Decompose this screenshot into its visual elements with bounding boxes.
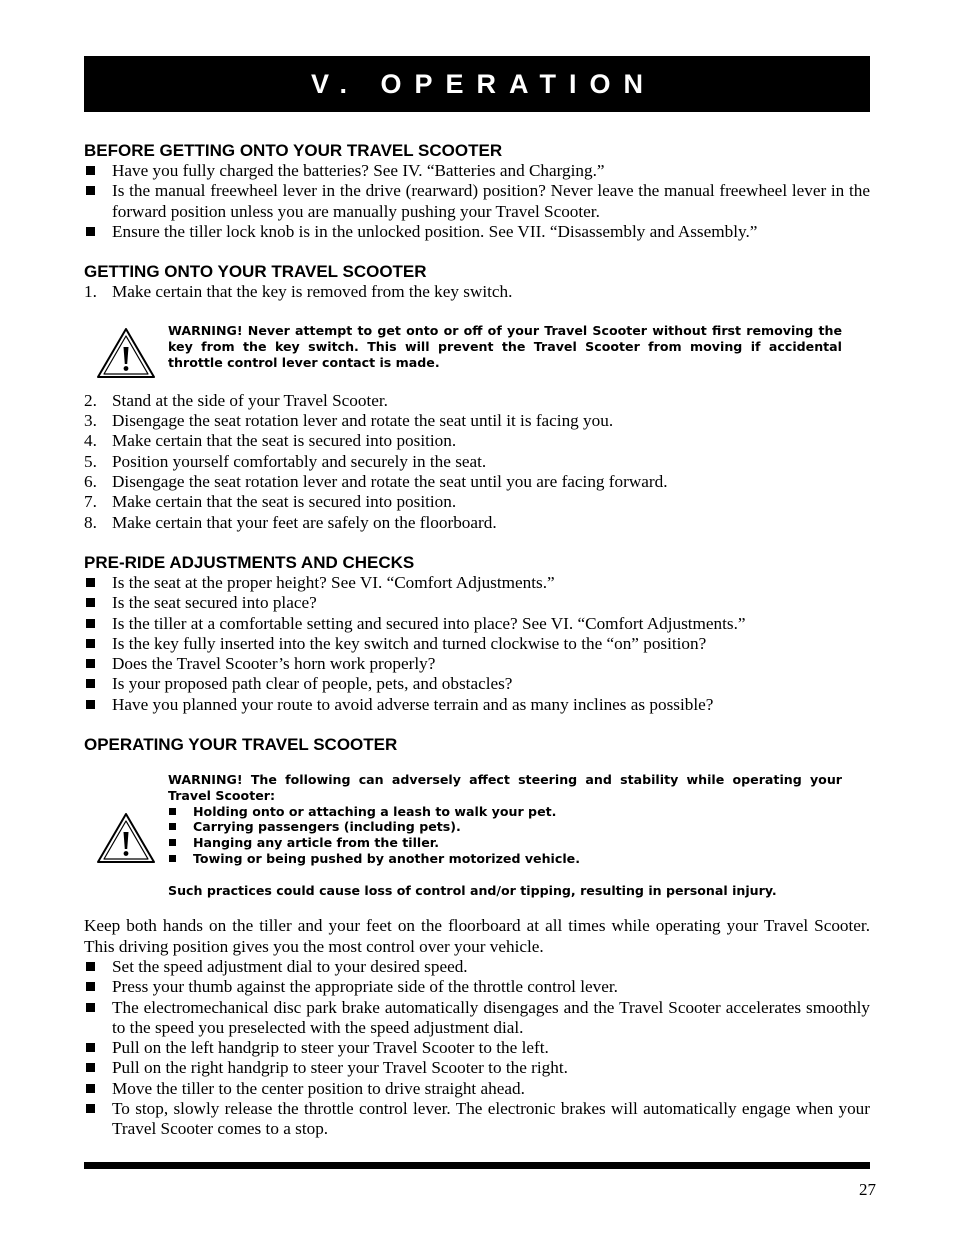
warning-box (168, 323, 842, 370)
numbered-list (84, 282, 870, 302)
square-bullet-icon (86, 982, 95, 991)
list-item (84, 573, 870, 593)
square-bullet-icon (169, 855, 176, 862)
list-item-text: The electromechanical disc park brake automatically disengages and the Travel Scooter accelerates smoothly to the speed you preselected with the speed adjustment dial. (112, 997, 870, 1037)
list-item-text: To stop, slowly release the throttle control lever. The electronic brakes will automatically engage when your Travel Scooter comes to a stop. (112, 1099, 870, 1139)
list-item (84, 282, 870, 302)
warning-item (168, 804, 842, 820)
bullet-list (84, 573, 870, 715)
section-heading: BEFORE GETTING ONTO YOUR TRAVEL SCOOTER (84, 141, 503, 160)
step-number: 1. (84, 282, 97, 302)
list-item (84, 472, 870, 492)
list-item-text: Set the speed adjustment dial to your desired speed. (112, 957, 468, 976)
list-item-text: Is the tiller at a comfortable setting and secured into place? See VI. “Comfort Adjustments.” (112, 613, 746, 633)
square-bullet-icon (86, 700, 95, 709)
warning-item (168, 819, 842, 835)
page-content (84, 56, 870, 1140)
square-bullet-icon (86, 578, 95, 587)
square-bullet-icon (86, 1043, 95, 1052)
step-number: 2. (84, 390, 97, 410)
list-item (84, 222, 870, 242)
list-item (84, 674, 870, 694)
square-bullet-icon (86, 166, 95, 175)
list-item (84, 391, 870, 411)
step-number: 3. (84, 411, 97, 431)
square-bullet-icon (86, 1104, 95, 1113)
step-text: Make certain that your feet are safely on the floorboard. (112, 512, 497, 532)
square-bullet-icon (86, 1003, 95, 1012)
list-item-text: Is the key fully inserted into the key switch and turned clockwise to the “on” position? (112, 633, 707, 653)
step-text: Make certain that the key is removed from the key switch. (112, 282, 513, 302)
square-bullet-icon (86, 1063, 95, 1072)
warning-item (168, 851, 842, 867)
list-item (84, 593, 870, 613)
list-item (84, 654, 870, 674)
list-item-text: Move the tiller to the center position to drive straight ahead. (112, 1078, 525, 1098)
square-bullet-icon (86, 227, 95, 236)
body-paragraph: Keep both hands on the tiller and your feet on the floorboard at all times while operating your Travel Scooter. This driving position gives you the most control over your vehicle. (84, 916, 870, 956)
step-number: 7. (84, 492, 97, 512)
list-item-text: Ensure the tiller lock knob is in the unlocked position. See VII. “Disassembly and Assembly.” (112, 221, 758, 241)
square-bullet-icon (86, 962, 95, 971)
square-bullet-icon (86, 598, 95, 607)
warning-text: WARNING! Never attempt to get onto or off of your Travel Scooter without first removing the key from the key switch. This will prevent the Travel Scooter from moving if accidental throttle control lever contact is made. (168, 323, 842, 371)
list-item (84, 161, 870, 181)
section-heading: GETTING ONTO YOUR TRAVEL SCOOTER (84, 262, 427, 282)
warning-outro: Such practices could cause loss of control and/or tipping, resulting in personal injury. (168, 882, 777, 898)
square-bullet-icon (86, 186, 95, 195)
warning-list (168, 804, 842, 867)
list-item (84, 452, 870, 472)
list-item (84, 634, 870, 654)
warning-item (168, 835, 842, 851)
list-item (84, 431, 870, 451)
step-number: 5. (84, 451, 97, 471)
step-number: 8. (84, 512, 97, 532)
list-item-text: Pull on the left handgrip to steer your Travel Scooter to the left. (112, 1038, 549, 1058)
step-text: Stand at the side of your Travel Scooter. (112, 390, 388, 410)
list-item (84, 181, 870, 222)
square-bullet-icon (86, 619, 95, 628)
list-item-text: Have you planned your route to avoid adverse terrain and as many inclines as possible? (112, 694, 714, 714)
list-item (84, 614, 870, 634)
warning-item-text: Carrying passengers (including pets). (193, 819, 461, 835)
list-item (84, 1079, 870, 1099)
numbered-list (84, 391, 870, 533)
warning-item-text: Hanging any article from the tiller. (193, 835, 439, 851)
bullet-list (84, 957, 870, 1140)
warning-box (168, 772, 842, 898)
list-item (84, 411, 870, 431)
warning-triangle-icon (96, 812, 156, 864)
list-item (84, 492, 870, 512)
square-bullet-icon (169, 808, 176, 815)
list-item-text: Is your proposed path clear of people, pets, and obstacles? (112, 674, 513, 694)
bullet-list (84, 161, 870, 242)
warning-item-text: Holding onto or attaching a leash to walk your pet. (193, 803, 557, 819)
square-bullet-icon (86, 1084, 95, 1093)
step-text: Disengage the seat rotation lever and rotate the seat until you are facing forward. (112, 472, 668, 492)
step-number: 6. (84, 472, 97, 492)
step-text: Disengage the seat rotation lever and rotate the seat until it is facing you. (112, 411, 614, 431)
title-bar (84, 56, 870, 112)
list-item (84, 1099, 870, 1140)
warning-triangle-icon (96, 327, 156, 379)
square-bullet-icon (169, 823, 176, 830)
step-number: 4. (84, 431, 97, 451)
list-item (84, 513, 870, 533)
list-item-text: Press your thumb against the appropriate side of the throttle control lever. (112, 977, 618, 997)
step-text: Position yourself comfortably and securely in the seat. (112, 451, 487, 471)
square-bullet-icon (86, 679, 95, 688)
list-item-text: Have you fully charged the batteries? See IV. “Batteries and Charging.” (112, 161, 605, 180)
list-item (84, 998, 870, 1039)
list-item (84, 977, 870, 997)
square-bullet-icon (86, 659, 95, 668)
section-heading: PRE-RIDE ADJUSTMENTS AND CHECKS (84, 552, 415, 572)
page-title: V. OPERATION (310, 68, 657, 99)
step-text: Make certain that the seat is secured into position. (112, 431, 457, 451)
list-item (84, 957, 870, 977)
list-item-text: Is the seat secured into place? (112, 593, 317, 613)
step-text: Make certain that the seat is secured into position. (112, 492, 457, 512)
square-bullet-icon (169, 839, 176, 846)
list-item-text: Does the Travel Scooter’s horn work properly? (112, 654, 436, 674)
list-item-text: Is the manual freewheel lever in the drive (rearward) position? Never leave the manual freewheel lever in the forward position unless you are manually pushing your Travel Scooter. (112, 181, 870, 221)
list-item (84, 1058, 870, 1078)
section-heading: OPERATING YOUR TRAVEL SCOOTER (84, 735, 398, 755)
list-item (84, 1038, 870, 1058)
list-item-text: Is the seat at the proper height? See VI. “Comfort Adjustments.” (112, 572, 555, 592)
warning-item-text: Towing or being pushed by another motorized vehicle. (193, 851, 580, 867)
warning-intro: WARNING! The following can adversely affect steering and stability while operating your Travel Scooter: (168, 772, 842, 803)
square-bullet-icon (86, 639, 95, 648)
footer-rule (84, 1162, 870, 1169)
list-item (84, 695, 870, 715)
list-item-text: Pull on the right handgrip to steer your Travel Scooter to the right. (112, 1058, 568, 1078)
page-number: 27 (859, 1180, 876, 1199)
